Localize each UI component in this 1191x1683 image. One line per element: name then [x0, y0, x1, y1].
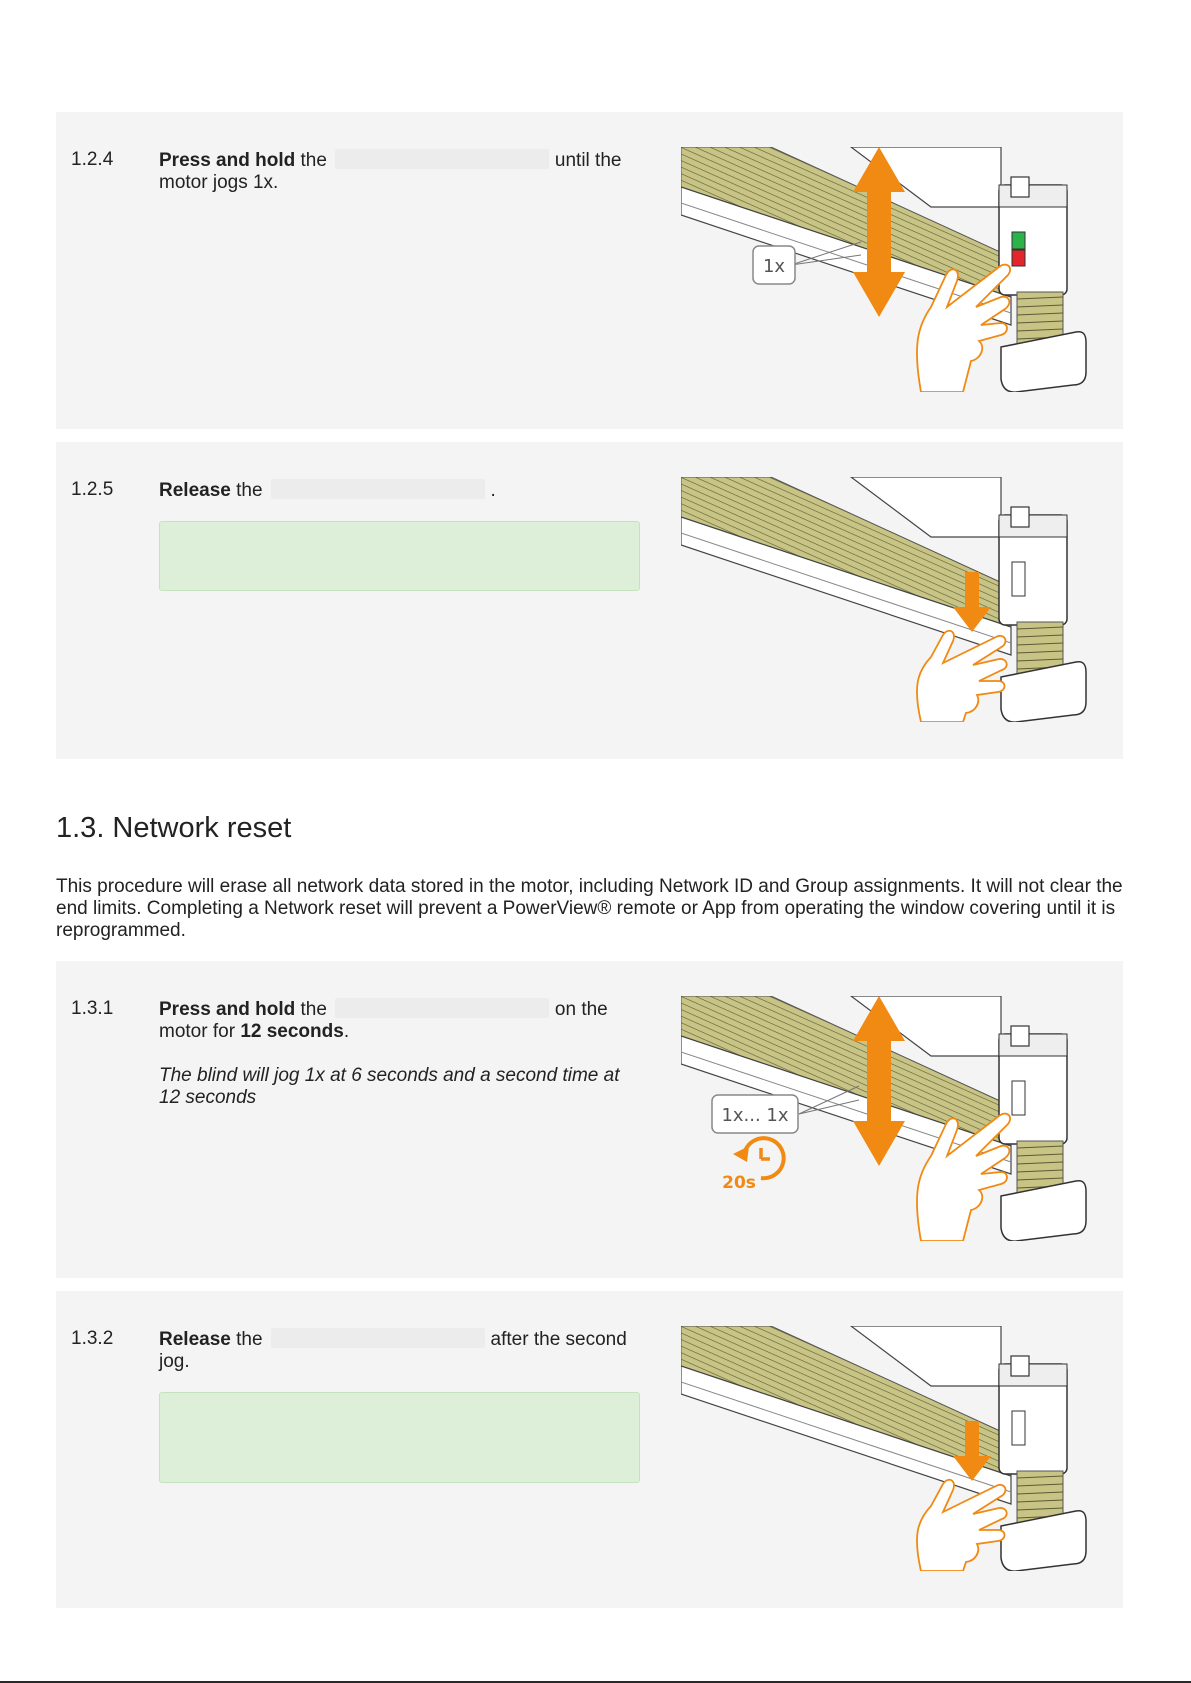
section-intro: This procedure will erase all network data stored in the motor, including Network ID and Group assignments. It will not clear the end limits. Completing a Network reset will prevent a PowerView® remote or App from operating the window covering until it is reprogrammed. [56, 876, 1123, 941]
step-number: 1.2.5 [71, 479, 114, 500]
timer-label: 20s [722, 1173, 756, 1193]
timer-icon [722, 1138, 784, 1193]
step-1-2-5 [56, 442, 1123, 759]
motor-illustration [681, 477, 1091, 722]
step-instruction: Release the . [159, 480, 496, 501]
hand-icon [917, 1480, 1007, 1571]
button-name-placeholder [335, 998, 549, 1018]
step-action: Press and hold [159, 150, 296, 171]
jog-callout: 1x... 1x [721, 1105, 789, 1126]
step-1-3-1 [56, 961, 1123, 1278]
step-number: 1.2.4 [71, 149, 114, 170]
note-box [159, 1392, 640, 1483]
release-illustration [681, 1326, 1091, 1571]
step-1-2-4 [56, 112, 1123, 429]
section-title: 1.3. Network reset [56, 812, 292, 844]
step-instruction: Press and hold the until the motor jogs 1x. [159, 150, 622, 193]
step-1-3-2 [56, 1291, 1123, 1608]
motor-illustration [681, 996, 1091, 1241]
step-action: Press and hold [159, 999, 296, 1020]
hold-duration: 12 seconds [240, 1021, 344, 1042]
motor-illustration [681, 1326, 1091, 1571]
network-reset-illustration [681, 996, 1091, 1241]
button-name-placeholder [335, 149, 549, 169]
step-note: The blind will jog 1x at 6 seconds and a second time at 12 seconds [159, 1065, 620, 1108]
step-instruction: Release the after the second jog. [159, 1329, 627, 1372]
button-name-placeholder [271, 1328, 485, 1348]
jog-callout: 1x [762, 256, 786, 277]
note-box [159, 521, 640, 591]
press-hold-illustration [681, 147, 1091, 392]
hand-icon [917, 631, 1007, 722]
motor-illustration [681, 147, 1091, 392]
button-name-placeholder [271, 479, 485, 499]
step-number: 1.3.1 [71, 998, 114, 1019]
step-instruction: Press and hold the on the motor for 12 seconds. The blind will jog 1x at 6 seconds and a second time at 12 seconds [159, 998, 639, 1109]
step-action: Release [159, 1329, 231, 1350]
step-action: Release [159, 480, 231, 501]
release-illustration [681, 477, 1091, 722]
step-number: 1.3.2 [71, 1328, 114, 1349]
